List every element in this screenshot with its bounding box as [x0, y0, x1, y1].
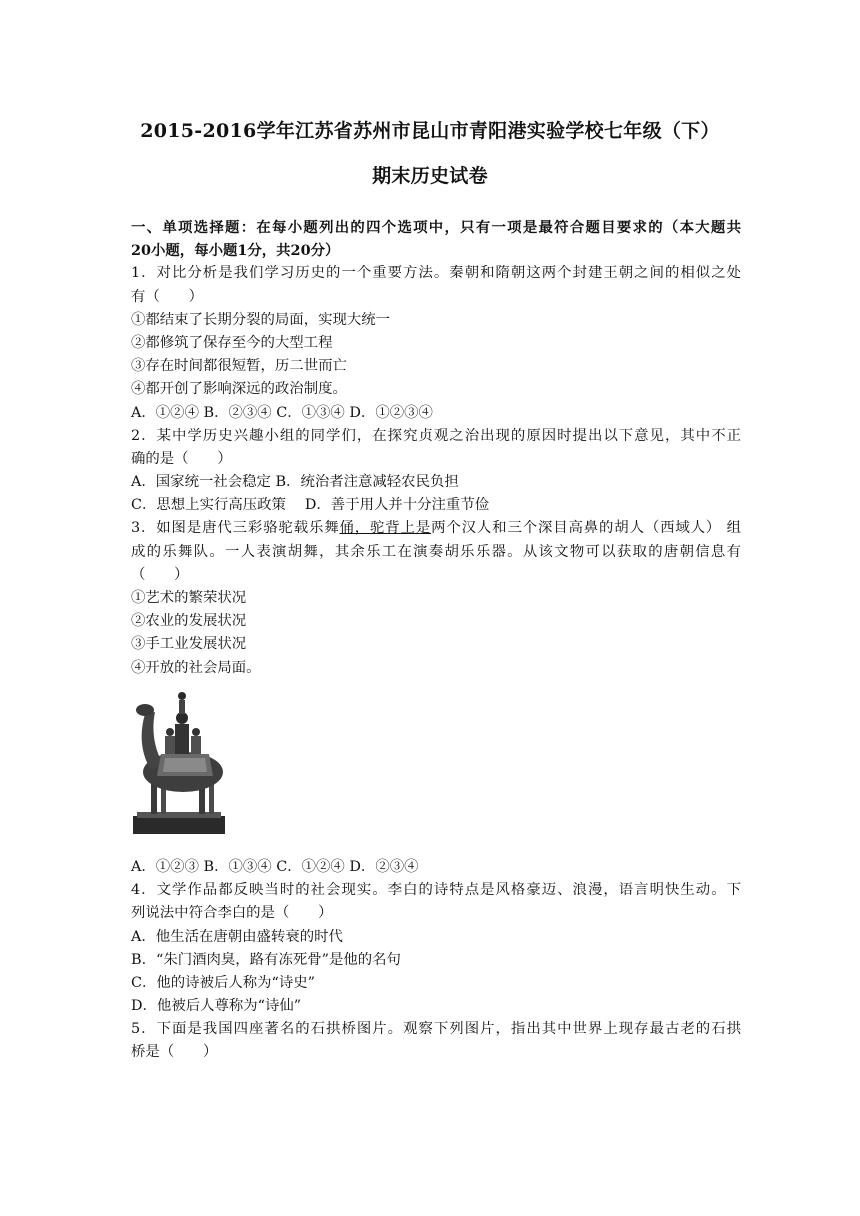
q4-option-d: D．他被后人尊称为“诗仙” — [131, 998, 302, 1015]
exam-title-line1: 2015-2016学年江苏省苏州市昆山市青阳港实验学校七年级（下） — [140, 120, 720, 142]
q5-stem-line2: 桥是（ ） — [131, 1044, 218, 1061]
q3-item-4: ④开放的社会局面。 — [131, 659, 261, 676]
q3-item-2: ②农业的发展状况 — [131, 613, 247, 630]
q1-stem-line2: 有（ ） — [131, 288, 203, 305]
q1-item-2: ②都修筑了保存至今的大型工程 — [131, 334, 333, 351]
q3-stem-line3: （ ） — [131, 566, 189, 583]
q3-item-3: ③手工业发展状况 — [131, 636, 247, 653]
q3-stem-line2: 成的乐舞队。一人表演胡舞，其余乐工在演奏胡乐乐器。从该文物可以获取的唐朝信息有 — [131, 543, 741, 560]
q2-options-line2: C．思想上实行高压政策 D．善于用人并十分注重节俭 — [131, 497, 490, 514]
q3-stem-part1: 3．如图是唐代三彩骆驼载乐舞 — [131, 520, 340, 537]
q2-options-line1: A．国家统一社会稳定 B．统治者注意减轻农民负担 — [131, 474, 459, 491]
section-heading-line1: 一、单项选择题：在每小题列出的四个选项中，只有一项是最符合题目要求的（本大题共 — [131, 219, 741, 236]
q1-item-3: ③存在时间都很短暂，历二世而亡 — [131, 358, 347, 375]
q4-stem-line2: 列说法中符合李白的是（ ） — [131, 905, 333, 922]
q3-stem-underlined: 俑，驼背上是 — [339, 520, 432, 537]
q4-option-c: C．他的诗被后人称为“诗史” — [131, 974, 316, 991]
q3-options: A．①②③ B．①③④ C．①②④ D．②③④ — [131, 858, 419, 875]
q1-options: A．①②④ B．②③④ C．①③④ D．①②③④ — [131, 404, 433, 421]
camel-figurine-image — [131, 684, 231, 844]
q1-item-4: ④都开创了影响深远的政治制度。 — [131, 381, 347, 398]
q3-item-1: ①艺术的繁荣状况 — [131, 590, 247, 606]
q5-stem-line1: 5．下面是我国四座著名的石拱桥图片。观察下列图片，指出其中世界上现存最古老的石拱 — [131, 1021, 741, 1038]
q2-stem-line1: 2．某中学历史兴趣小组的同学们，在探究贞观之治出现的原因时提出以下意见，其中不正 — [131, 427, 741, 444]
q3-stem-part2: 两个汉人和三个深目高鼻的胡人（西域人） 组 — [431, 520, 741, 537]
q2-stem-line2: 确的是（ ） — [131, 450, 232, 467]
q3-stem-line1 — [131, 517, 741, 540]
exam-title-line2: 期末历史试卷 — [372, 165, 488, 187]
exam-body — [131, 216, 741, 1065]
q4-option-b: B．“朱门酒肉臭，路有冻死骨”是他的名句 — [131, 951, 401, 968]
section-heading-line2: 20小题，每小题1分，共20分） — [131, 242, 340, 260]
q4-option-a: A．他生活在唐朝由盛转衰的时代 — [131, 928, 343, 945]
q1-item-1: ①都结束了长期分裂的局面，实现大统一 — [131, 311, 391, 328]
q4-stem-line1: 4．文学作品都反映当时的社会现实。李白的诗特点是风格豪迈、浪漫，语言明快生动。下 — [131, 882, 741, 899]
q1-stem-line1: 1．对比分析是我们学习历史的一个重要方法。秦朝和隋朝这两个封建王朝之间的相似之处 — [131, 265, 741, 282]
